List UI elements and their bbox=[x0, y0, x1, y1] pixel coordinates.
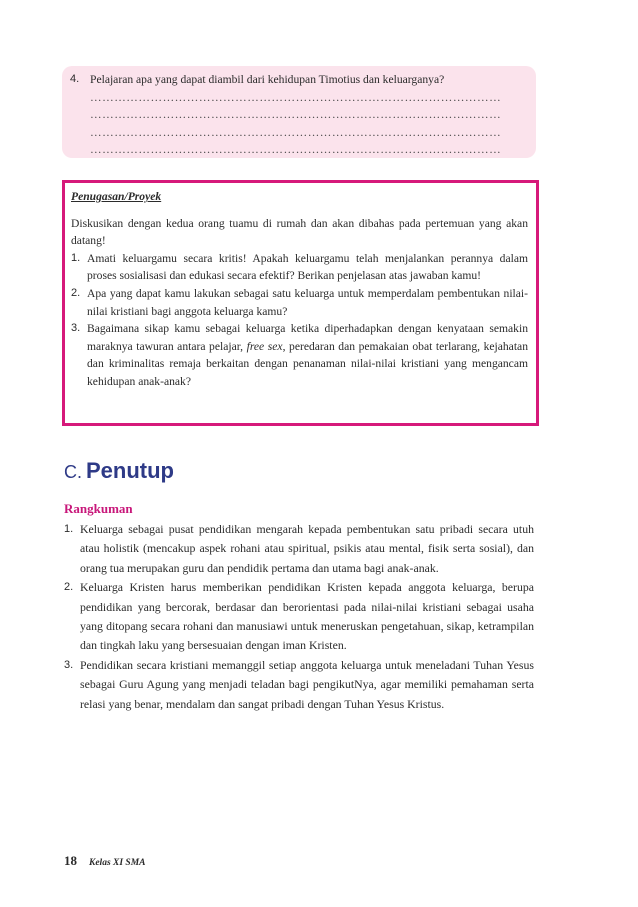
summary-heading: Rangkuman bbox=[64, 501, 133, 516]
section-heading bbox=[64, 458, 174, 484]
list-text bbox=[87, 320, 528, 390]
list-text-part: , peredaran dan pemakaian obat terlarang, kejahatan dan kriminalitas remaja berkaitan dengan penanaman nilai-nilai kristiani yang mengancam kehidupan anak-anak? bbox=[87, 339, 528, 388]
footer-text: Kelas XI SMA bbox=[89, 858, 146, 868]
list-number: 3. bbox=[64, 658, 74, 671]
project-intro: Diskusikan dengan kedua orang tuamu di rumah dan akan dibahas pada pertemuan yang akan datang! bbox=[71, 216, 528, 248]
question-text: Pelajaran apa yang dapat diambil dari kehidupan Timotius dan keluarganya? bbox=[90, 73, 445, 86]
list-number: 2. bbox=[64, 581, 74, 594]
list-item bbox=[64, 578, 534, 656]
list-item bbox=[64, 656, 534, 714]
project-box bbox=[62, 180, 539, 426]
answer-line: ………………………………………………………………………………………… bbox=[90, 108, 502, 121]
question-box bbox=[62, 66, 536, 158]
list-text: Apa yang dapat kamu lakukan sebagai satu keluarga untuk memperdalam pembentukan nilai-nilai kristiani bagi anggota keluarga kamu? bbox=[87, 286, 528, 318]
list-text: Keluarga Kristen harus memberikan pendidikan Kristen kepada anggota keluarga, berupa pendidikan yang bercorak, berdasar dan berorientasi pada nilai-nilai kristiani sebagai usaha yang ditopang secara rohani dan manusiawi untuk meneruskan pengetahuan, sikap, ketrampilan dan tingkah laku yang bersesuaian dengan iman Kristen. bbox=[80, 580, 534, 653]
answer-line: ………………………………………………………………………………………… bbox=[90, 90, 502, 104]
list-number: 1. bbox=[64, 523, 74, 535]
list-text-italic: free sex bbox=[246, 339, 283, 353]
list-item bbox=[71, 285, 528, 320]
list-number: 3. bbox=[71, 322, 81, 335]
page-footer bbox=[64, 852, 146, 870]
list-text: Pendidikan secara kristiani memanggil setiap anggota keluarga untuk meneladani Tuhan Yesus sebagai Guru Agung yang menjadi teladan bagi pengikutNya, agar memiliki pemahaman serta relasi yang benar, mendalam dan sangat pribadi dengan Tuhan Yesus Kristus. bbox=[80, 657, 534, 711]
question-number: 4. bbox=[70, 73, 80, 85]
list-text: Amati keluargamu secara kritis! Apakah keluargamu telah menjalankan perannya dalam proses sosialisasi dan edukasi secara efektif? Berikan penjelasan atas jawaban kamu! bbox=[87, 251, 528, 283]
page-number: 18 bbox=[64, 853, 77, 868]
list-number: 2. bbox=[71, 286, 81, 299]
list-item bbox=[71, 320, 528, 390]
list-number: 1. bbox=[71, 251, 81, 264]
list-item bbox=[64, 520, 534, 578]
summary-list bbox=[64, 520, 534, 714]
list-item bbox=[71, 250, 528, 285]
answer-line: ………………………………………………………………………………………… bbox=[90, 143, 502, 156]
question-row bbox=[70, 71, 526, 89]
project-title: Penugasan/Proyek bbox=[71, 190, 162, 203]
list-text: Keluarga sebagai pusat pendidikan mengarah kepada pembentukan satu pribadi secara utuh atau holistik (mencakup aspek rohani atau spiritual, psikis atau mental, fisik serta sosial), dan orang tua merupakan guru dan pendidik pertama dan utama bagi anak-anak. bbox=[80, 522, 534, 575]
answer-line: ………………………………………………………………………………………… bbox=[90, 125, 502, 139]
section-letter: C. bbox=[64, 462, 82, 482]
list-text-part: Bagaimana sikap kamu sebagai keluarga ketika diperhadapkan dengan kenyataan semakin maraknya tawuran antara pelajar, bbox=[87, 322, 528, 353]
section-title: Penutup bbox=[86, 458, 174, 483]
